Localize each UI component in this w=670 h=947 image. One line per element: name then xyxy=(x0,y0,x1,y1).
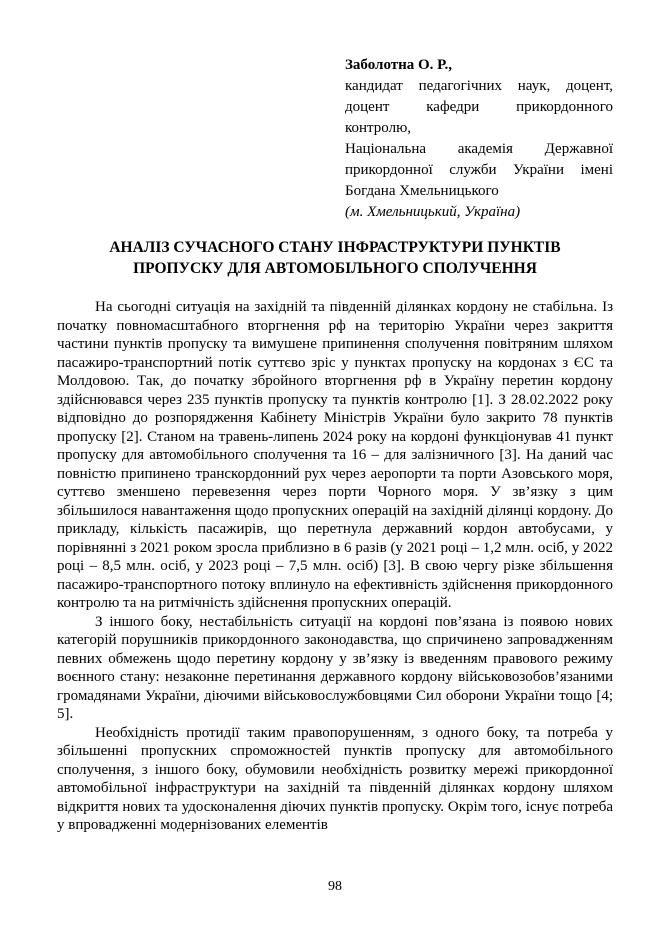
author-position: кандидат педагогічних наук, доцент, доцент кафедри прикордонного контролю, xyxy=(345,78,613,136)
paragraph-3: Необхідність протидії таким правопорушенням, з одного боку, та потреба у збільшенні пропускних спроможностей пунктів пропуску для автомобільного сполучення, з іншого боку, обумовили необхідність розвитку мережі прикордонної автомобільної інфраструктури на західній та південній ділянках кордону шляхом відкриття нових та удосконалення діючих пунктів пропуску. Окрім того, існує потреба у впровадженні модернізованих елементів xyxy=(57,724,613,833)
author-block xyxy=(345,55,613,223)
page-number: 98 xyxy=(328,879,342,894)
author-name: Заболотна О. Р., xyxy=(345,57,452,73)
article-title: АНАЛІЗ СУЧАСНОГО СТАНУ ІНФРАСТРУКТУРИ ПУНКТІВ ПРОПУСКУ ДЛЯ АВТОМОБІЛЬНОГО СПОЛУЧЕННЯ xyxy=(109,239,561,277)
paragraph-1: На сьогодні ситуація на західній та південній ділянках кордону не стабільна. Із початку повномасштабного вторгнення рф на територію України через закриття частини пунктів пропуску та вимушене припинення сполучення повітряним шляхом пасажиро-транспортний потік суттєво зріс у пунктах пропуску на кордонах з ЄС та Молдовою. Так, до початку збройного вторгнення рф в Україну перетин кордону здійснювався через 235 пунктів пропуску та пунктів контролю [1]. З 28.02.2022 року відповідно до розпорядження Кабінету Міністрів України було закрито 78 пунктів пропуску [2]. Станом на травень-липень 2024 року на кордоні функціонував 41 пункт пропуску для автомобільного сполучення та 16 – для залізничного [3]. На даний час повністю припинено транскордонний рух через аеропорти та порти Азовського моря, суттєво зменшено перевезення через порти Чорного моря. У зв’язку з цим збільшилося навантаження щодо пропускних операцій на західній ділянці кордону. До прикладу, кількість пасажирів, що перетнула державний кордон автобусами, у порівнянні з 2021 роком зросла приблизно в 6 разів (у 2021 році – 1,2 млн. осіб, у 2022 році – 8,5 млн. осіб, у 2023 році – 7,5 млн. осіб) [3]. В свою чергу різке збільшення пасажиро-транспортного потоку вплинуло на ефективність здійснення прикордонного контролю та на ритмічність здійснення пропускних операцій. xyxy=(57,299,613,611)
author-location: (м. Хмельницький, Україна) xyxy=(345,204,521,220)
article-body xyxy=(57,298,613,835)
author-affiliation: Національна академія Державної прикордонної служби України імені Богдана Хмельницького xyxy=(345,141,613,199)
paragraph-2: З іншого боку, нестабільність ситуації на кордоні пов’язана із появою нових категорій порушників прикордонного законодавства, що спричинено запровадженням певних обмежень щодо перетину кордону у зв’язку із введенням правового режиму воєнного стану: незаконне перетинання державного кордону військовозобов’язаними громадянами України, діючими військовослужбовцями Сил оборони України тощо [4; 5]. xyxy=(57,613,613,722)
